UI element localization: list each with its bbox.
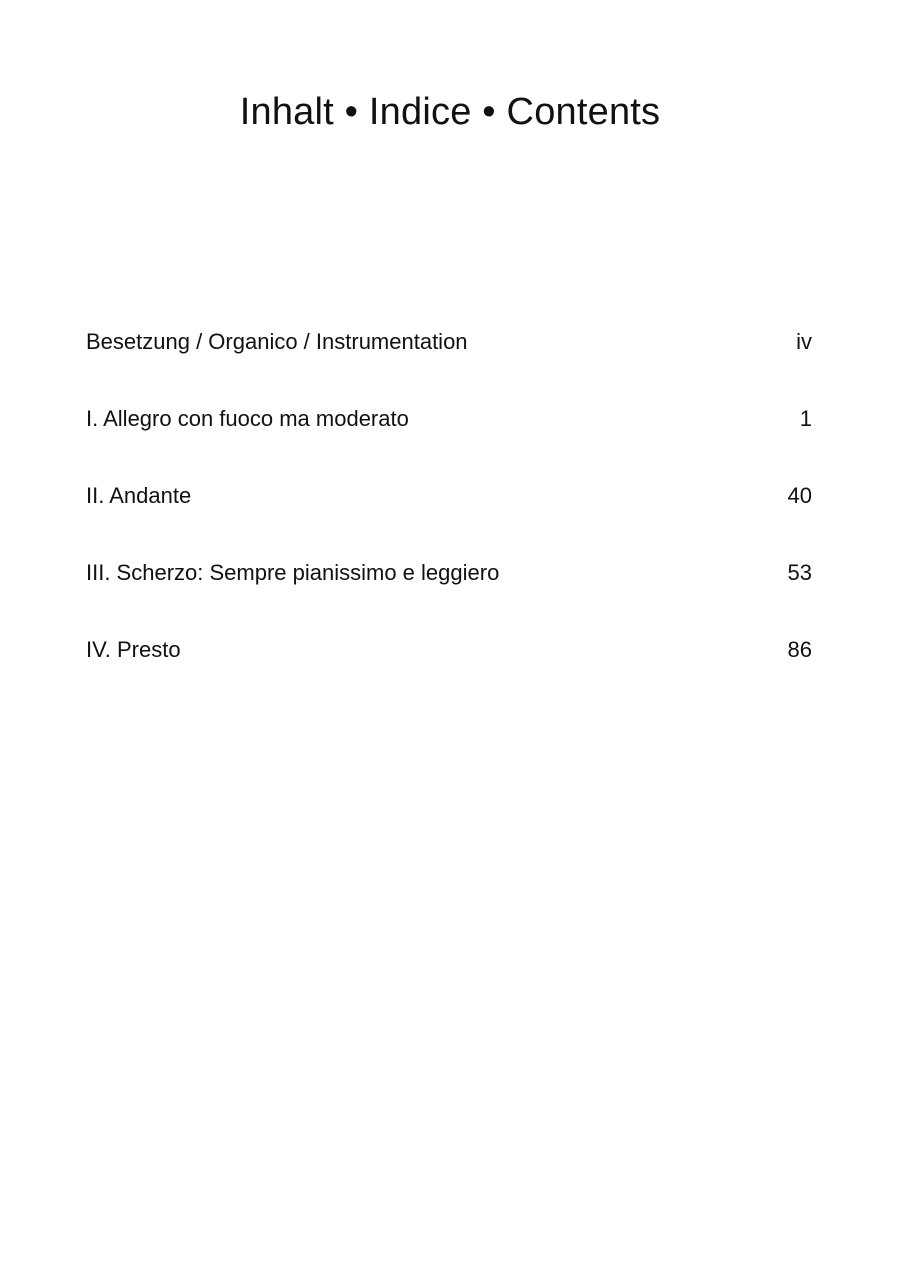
toc-entry-page-number: iv (796, 329, 812, 354)
table-of-contents (86, 326, 812, 711)
toc-entry-label: IV. Presto (86, 637, 181, 662)
toc-entry-instrumentation[interactable] (86, 326, 812, 403)
toc-entry-movement-4[interactable] (86, 634, 812, 711)
toc-entry-page-number: 86 (787, 637, 812, 662)
toc-entry-page-number: 1 (799, 406, 812, 431)
toc-entry-label: Besetzung / Organico / Instrumentation (86, 329, 468, 354)
page-title: Inhalt • Indice • Contents (239, 91, 661, 133)
toc-entry-movement-1[interactable] (86, 403, 812, 480)
toc-entry-page-number: 53 (787, 560, 812, 585)
toc-entry-movement-3[interactable] (86, 557, 812, 634)
toc-entry-label: II. Andante (86, 483, 192, 508)
toc-entry-page-number: 40 (787, 483, 812, 508)
toc-entry-label: I. Allegro con fuoco ma moderato (86, 406, 409, 431)
toc-entry-label: III. Scherzo: Sempre pianissimo e leggiero (86, 560, 500, 585)
toc-entry-movement-2[interactable] (86, 480, 812, 557)
